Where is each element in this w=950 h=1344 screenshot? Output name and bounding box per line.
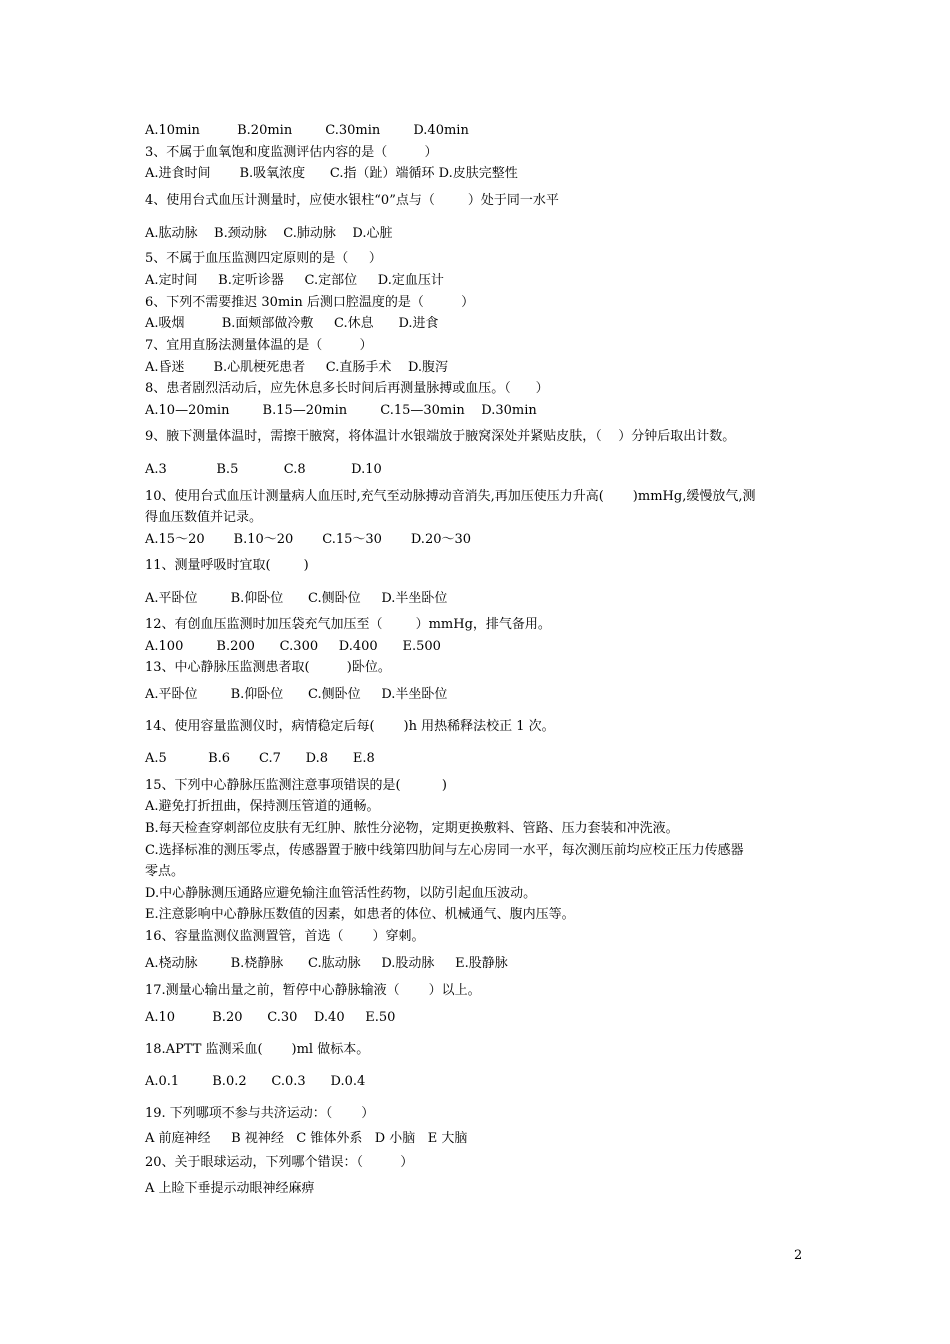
text-line: A.100 B.200 C.300 D.400 E.500 bbox=[145, 639, 441, 654]
text-line: 18.APTT 监测采血( )ml 做标本。 bbox=[145, 1042, 370, 1057]
text-line: D.中心静脉测压通路应避免输注血管活性药物，以防引起血压波动。 bbox=[145, 886, 537, 901]
text-line: E.注意影响中心静脉压数值的因素，如患者的体位、机械通气、腹内压等。 bbox=[145, 907, 575, 922]
text-line: A 上睑下垂提示动眼神经麻痹 bbox=[145, 1181, 315, 1196]
text-line: 15、下列中心静脉压监测注意事项错误的是( ) bbox=[145, 778, 448, 793]
text-line: 5、不属于血压监测四定原则的是（ ） bbox=[145, 251, 382, 266]
text-line: 17.测量心输出量之前，暂停中心静脉输液（ ）以上。 bbox=[145, 983, 481, 998]
text-line: 9、腋下测量体温时，需擦干腋窝，将体温计水银端放于腋窝深处并紧贴皮肤，（ ）分钟后取出计数。 bbox=[145, 429, 736, 444]
text-line: 4、使用台式血压计测量时，应使水银柱“0”点与（ ）处于同一水平 bbox=[145, 193, 559, 208]
text-line: 7、宜用直肠法测量体温的是（ ） bbox=[145, 338, 373, 353]
text-line: A.平卧位 B.仰卧位 C.侧卧位 D.半坐卧位 bbox=[145, 591, 448, 606]
text-line: A.15～20 B.10～20 C.15～30 D.20～30 bbox=[145, 532, 472, 547]
text-line: 6、下列不需要推迟 30min 后测口腔温度的是（ ） bbox=[145, 295, 475, 310]
text-line: 3、不属于血氧饱和度监测评估内容的是（ ） bbox=[145, 145, 438, 160]
text-line: A.吸烟 B.面颊部做冷敷 C.休息 D.进食 bbox=[145, 316, 439, 331]
text-line: 零点。 bbox=[145, 864, 185, 879]
text-line: A.5 B.6 C.7 D.8 E.8 bbox=[145, 751, 375, 766]
text-line: A.避免打折扭曲，保持测压管道的通畅。 bbox=[145, 799, 380, 814]
text-line: A.定时间 B.定听诊器 C.定部位 D.定血压计 bbox=[145, 273, 444, 288]
text-line: 14、使用容量监测仪时，病情稳定后每( )h 用热稀释法校正 1 次。 bbox=[145, 719, 555, 734]
text-line: A 前庭神经 B 视神经 C 锥体外系 D 小脑 E 大脑 bbox=[145, 1131, 468, 1146]
text-line: A.进食时间 B.吸氧浓度 C.指（趾）端循环 D.皮肤完整性 bbox=[145, 166, 518, 181]
text-line: 11、测量呼吸时宜取( ) bbox=[145, 558, 309, 573]
page-number: 2 bbox=[794, 1248, 803, 1263]
text-line: 12、有创血压监测时加压袋充气加压至（ ）mmHg，排气备用。 bbox=[145, 617, 551, 632]
text-line: A.平卧位 B.仰卧位 C.侧卧位 D.半坐卧位 bbox=[145, 687, 448, 702]
text-line: 得血压数值并记录。 bbox=[145, 510, 263, 525]
text-line: A.10 B.20 C.30 D.40 E.50 bbox=[145, 1010, 396, 1025]
text-line: B.每天检查穿刺部位皮肤有无红肿、脓性分泌物，定期更换敷料、管路、压力套装和冲洗液。 bbox=[145, 821, 679, 836]
text-line: A.桡动脉 B.桡静脉 C.肱动脉 D.股动脉 E.股静脉 bbox=[145, 956, 508, 971]
text-line: 20、关于眼球运动，下列哪个错误：（ ） bbox=[145, 1155, 414, 1170]
text-line: A.昏迷 B.心肌梗死患者 C.直肠手术 D.腹泻 bbox=[145, 360, 449, 375]
text-line: 19. 下列哪项不参与共济运动：（ ） bbox=[145, 1106, 375, 1121]
text-line: A.0.1 B.0.2 C.0.3 D.0.4 bbox=[145, 1074, 366, 1089]
text-line: 10、使用台式血压计测量病人血压时,充气至动脉搏动音消失,再加压使压力升高( )mmHg,缓慢放气,测 bbox=[145, 489, 756, 504]
text-line: 16、容量监测仪监测置管，首选（ ）穿刺。 bbox=[145, 929, 425, 944]
text-line: A.10—20min B.15—20min C.15—30min D.30min bbox=[145, 403, 537, 418]
text-line: C.选择标准的测压零点，传感器置于腋中线第四肋间与左心房同一水平，每次测压前均应校正压力传感器 bbox=[145, 843, 744, 858]
text-line: 8、患者剧烈活动后，应先休息多长时间后再测量脉搏或血压。（ ） bbox=[145, 381, 549, 396]
text-line: 13、中心静脉压监测患者取( )卧位。 bbox=[145, 660, 391, 675]
text-line: A.3 B.5 C.8 D.10 bbox=[145, 462, 382, 477]
text-line: A.10min B.20min C.30min D.40min bbox=[145, 123, 469, 138]
text-line: A.肱动脉 B.颈动脉 C.肺动脉 D.心脏 bbox=[145, 226, 393, 241]
